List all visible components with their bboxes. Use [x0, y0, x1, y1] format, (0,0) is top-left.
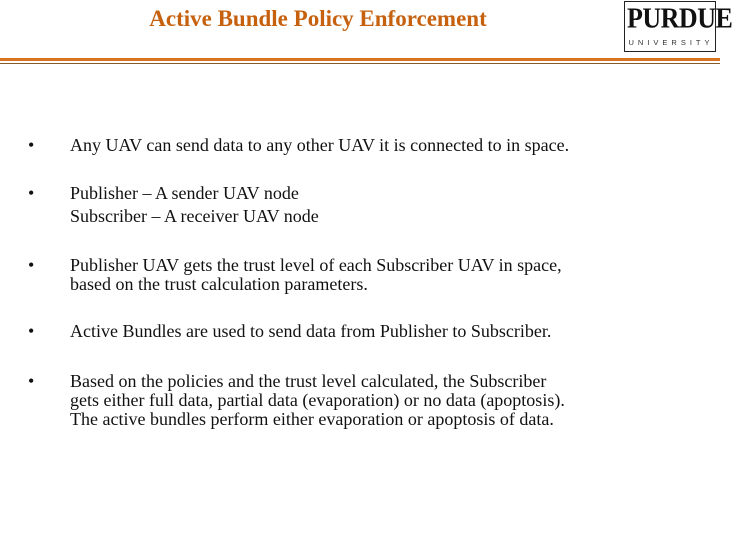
bullet-dot: •	[28, 255, 35, 275]
bullet-dot: •	[28, 135, 35, 155]
bullet-line: Active Bundles are used to send data from Publisher to Subscriber.	[70, 321, 552, 341]
bullet-line: based on the trust calculation parameters.	[70, 274, 368, 294]
bullet-line: Based on the policies and the trust level calculated, the Subscriber	[70, 371, 547, 391]
bullet-line: Publisher – A sender UAV node	[70, 183, 299, 203]
logo-subtitle: UNIVERSITY	[628, 38, 714, 47]
bullet-dot: •	[28, 183, 35, 203]
bullet-dot: •	[28, 371, 35, 391]
bullet-line: Publisher UAV gets the trust level of each Subscriber UAV in space,	[70, 255, 562, 275]
bullet-line: Subscriber – A receiver UAV node	[70, 206, 319, 226]
logo-wordmark: PURDUE	[627, 2, 732, 34]
bullet-line: The active bundles perform either evaporation or apoptosis of data.	[70, 409, 554, 429]
slide-title: Active Bundle Policy Enforcement	[149, 6, 487, 31]
purdue-logo	[624, 1, 732, 52]
header-rule-top	[0, 58, 720, 61]
bullet-line: gets either full data, partial data (evaporation) or no data (apoptosis).	[70, 390, 565, 410]
header-rule-bottom	[0, 63, 720, 64]
bullet-line: Any UAV can send data to any other UAV it is connected to in space.	[70, 135, 570, 155]
bullet-dot: •	[28, 321, 35, 341]
